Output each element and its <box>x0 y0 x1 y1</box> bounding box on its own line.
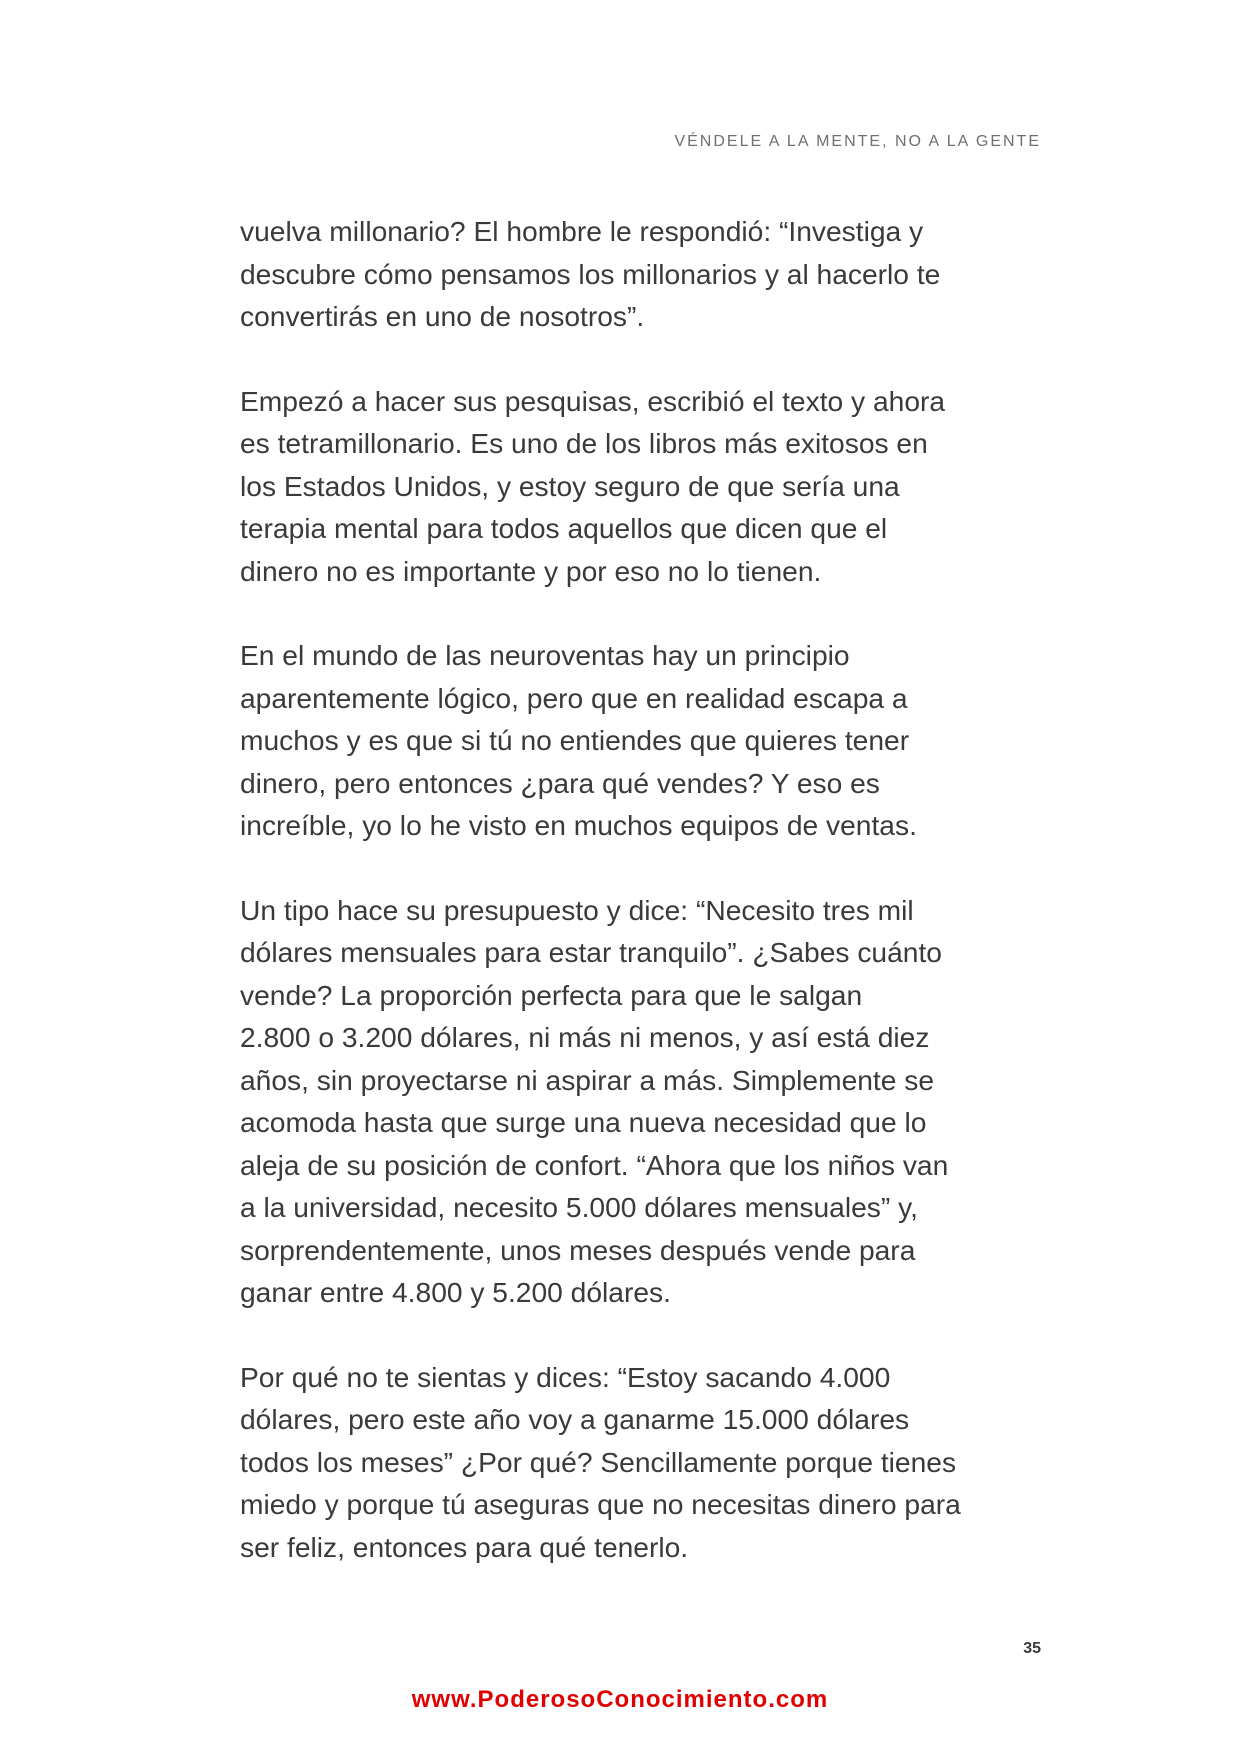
text-line: acomoda hasta que surge una nueva necesidad que lo <box>240 1106 927 1138</box>
text-line: todos los meses” ¿Por qué? Sencillamente porque tienes <box>240 1445 957 1478</box>
text-line: años, sin proyectarse ni aspirar a más. Simplemente se <box>240 1063 935 1096</box>
text-line: dólares, pero este año voy a ganarme 15.000 dólares <box>240 1403 910 1435</box>
footer-url-link[interactable]: www.PoderosoConocimiento.com <box>411 1686 829 1713</box>
text-line: increíble, yo lo he visto en muchos equipos de ventas. <box>240 809 917 841</box>
text-line: ganar entre 4.800 y 5.200 dólares. <box>240 1276 671 1308</box>
text-line: ser feliz, entonces para qué tenerlo. <box>240 1530 689 1563</box>
text-line: convertirás en uno de nosotros”. <box>240 300 645 332</box>
paragraph-4 <box>240 889 1040 1314</box>
text-line: terapia mental para todos aquellos que dicen que el <box>240 512 888 544</box>
text-line: aleja de su posición de confort. “Ahora que los niños van <box>240 1148 949 1181</box>
running-header: VÉNDELE A LA MENTE, NO A LA GENTE <box>674 133 1041 150</box>
text-line: los Estados Unidos, y estoy seguro de que sería una <box>240 469 900 502</box>
text-line: muchos y es que si tú no entiendes que quieres tener <box>240 724 910 756</box>
text-line: Empezó a hacer sus pesquisas, escribió el texto y ahora <box>240 384 946 417</box>
text-line: Por qué no te sientas y dices: “Estoy sacando 4.000 <box>240 1360 891 1393</box>
text-line: dólares mensuales para estar tranquilo”. ¿Sabes cuánto <box>240 936 942 968</box>
page-number: 35 <box>1023 1640 1041 1657</box>
text-line: dinero, pero entonces ¿para qué vendes? Y eso es <box>240 766 880 799</box>
paragraph-5 <box>240 1356 1040 1569</box>
text-line: sorprendentemente, unos meses después vende para <box>240 1233 916 1266</box>
text-line: vende? La proporción perfecta para que le salgan <box>240 978 863 1011</box>
text-line: Un tipo hace su presupuesto y dice: “Necesito tres mil <box>240 893 914 926</box>
paragraph-2 <box>240 380 1040 593</box>
text-line: vuelva millonario? El hombre le respondió: “Investiga y <box>240 215 924 247</box>
text-line: En el mundo de las neuroventas hay un principio <box>240 639 850 671</box>
text-line: a la universidad, necesito 5.000 dólares mensuales” y, <box>240 1191 918 1223</box>
text-line: es tetramillonario. Es uno de los libros más exitosos en <box>240 427 928 459</box>
text-line: 2.800 o 3.200 dólares, ni más ni menos, y así está diez <box>240 1021 930 1053</box>
body-text <box>240 210 1040 1610</box>
paragraph-1 <box>240 210 1040 338</box>
text-line: descubre cómo pensamos los millonarios y al hacerlo te <box>240 257 941 290</box>
text-line: aparentemente lógico, pero que en realidad escapa a <box>240 681 908 714</box>
text-line: dinero no es importante y por eso no lo tienen. <box>240 554 822 587</box>
text-line: miedo y porque tú aseguras que no necesitas dinero para <box>240 1488 961 1520</box>
paragraph-3 <box>240 634 1040 847</box>
